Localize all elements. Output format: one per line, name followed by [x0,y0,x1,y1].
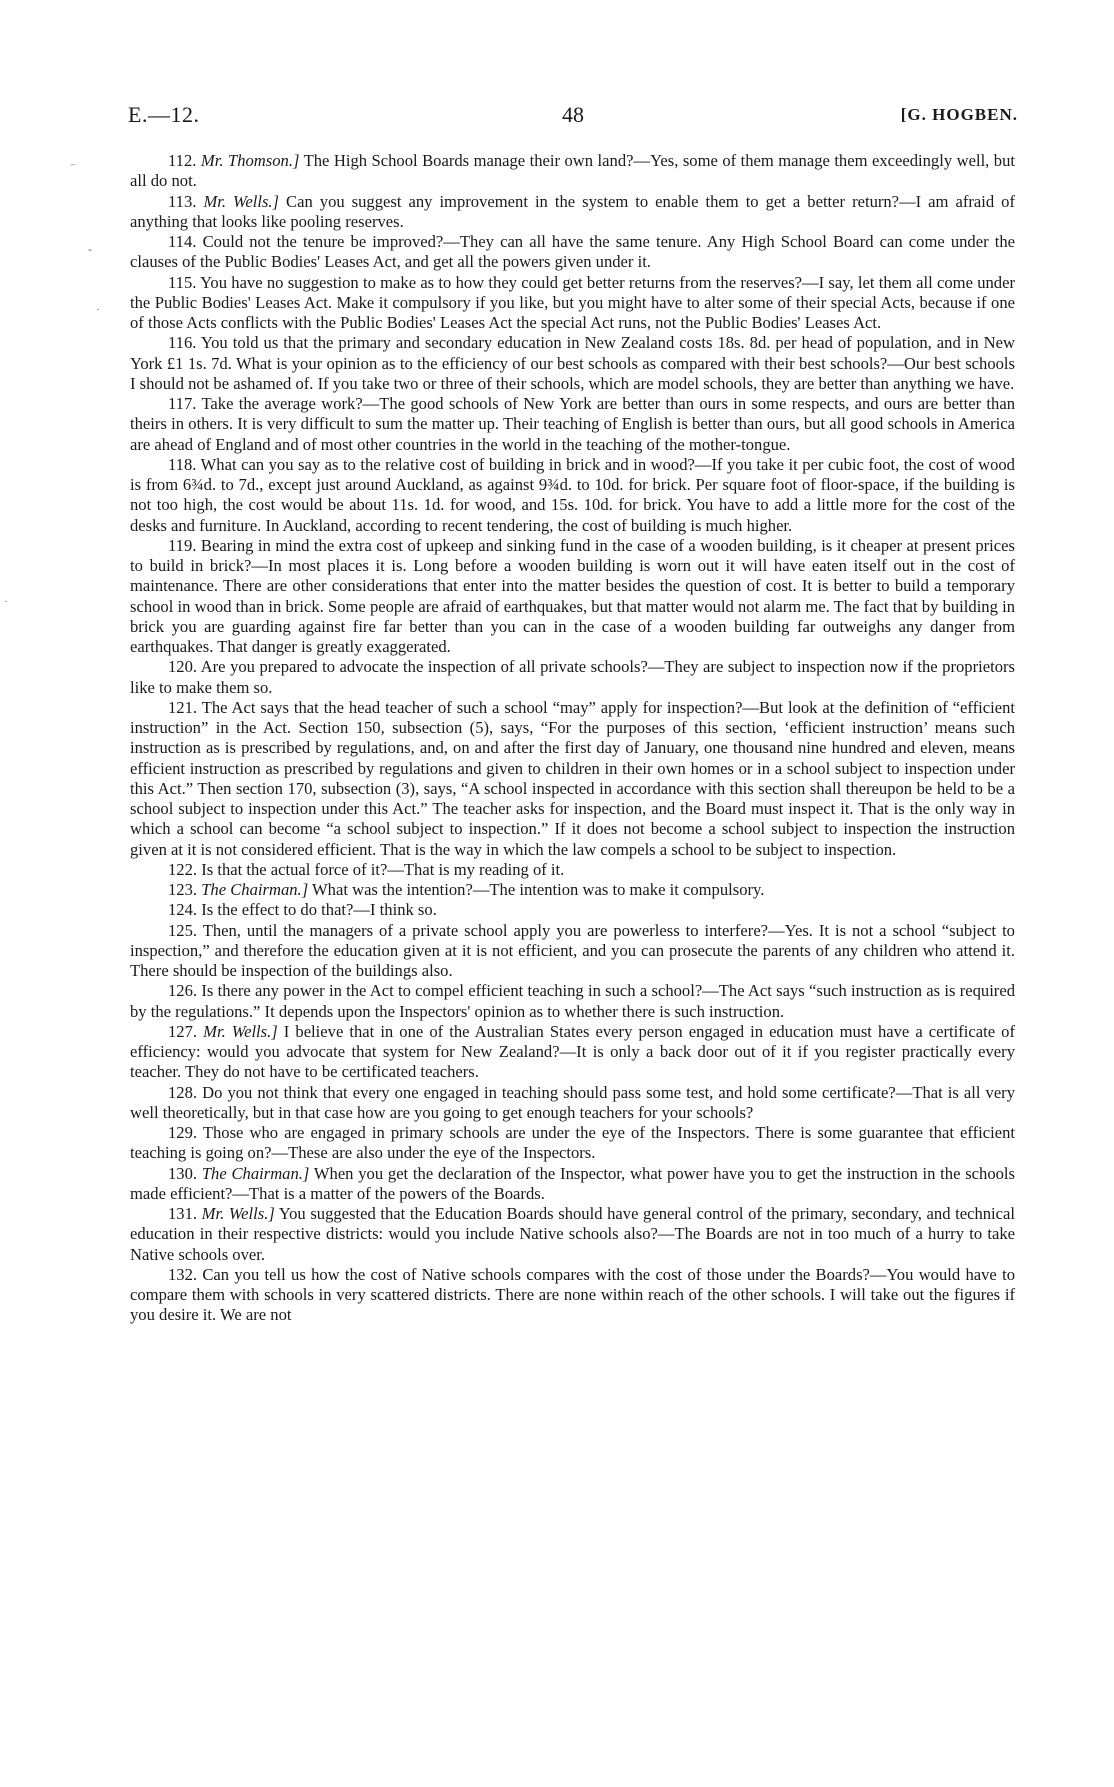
question-answer-text: Can you suggest any improvement in the system to enable them to get a better return?—I am afraid of anything that looks like pooling reserves. [130,191,1015,231]
question-paragraph [130,921,1015,982]
speaker-name: The Chairman.] [201,880,309,899]
question-answer-text: You told us that the primary and secondary education in New Zealand costs 18s. 8d. per head of population, and in New York £1 1s. 7d. What is your opinion as to the efficiency of our best schools as compared with their best schools?—Our best schools I should not be ashamed of. If you take two or three of their schools, which are model schools, they are better than anything we have. [130,333,1015,393]
question-paragraph [130,657,1015,698]
question-answer-text: Is there any power in the Act to compel efficient teaching in such a school?—The Act says “such instruction as is required by the regulations.” It depends upon the Inspectors' opinion as to whether there is such instruction. [130,981,1015,1021]
question-paragraph [130,333,1015,394]
speaker-name: Mr. Wells.] [203,1021,278,1041]
question-number: 128. [168,1082,198,1102]
page-number: 48 [562,102,584,127]
question-number: 115. [168,272,197,292]
question-number: 120. [168,657,198,677]
question-number: 131. [168,1204,198,1223]
question-paragraph [130,394,1015,455]
question-number: 123. [168,880,198,899]
question-paragraph [130,455,1015,536]
question-answer-text: Is the effect to do that?—I think so. [201,900,437,920]
question-paragraph [130,151,1015,192]
margin-speck: · [96,302,100,316]
question-answer-text: Take the average work?—The good schools of New York are better than ours in some respects, and ours are better than theirs in others. It is very difficult to sum the matter up. Their teaching of English is better than ours, but all good schools in America are ahead of England and of most other countries in the world in the teaching of the mother-tongue. [130,394,1015,454]
question-paragraph [130,1164,1015,1205]
question-answer-text: What was the intention?—The intention was to make it compulsory. [308,880,765,899]
margin-speck: · [4,594,8,608]
speaker-name: Mr. Thomson.] [200,151,300,170]
question-number: 132. [168,1264,198,1284]
question-number: 116. [168,333,197,353]
question-number: 126. [168,981,198,1001]
question-number: 119. [168,535,197,555]
margin-speck: ⁻ [70,160,77,174]
question-answer-text: What can you say as to the relative cost of building in brick and in wood?—If you take it per cubic foot, the cost of wood is from 6¾d. to 7d., except just around Auckland, as against 9¾d. to 10d. for brick. Per square foot of floor-space, if the building is not too high, the cost would be about 11s. 1d. for wood, and 15s. 10d. for brick. You have to add a little more for the cost of the desks and furniture. In Auckland, according to recent tendering, the cost of building is much higher. [130,454,1015,535]
question-paragraph [130,1022,1015,1083]
question-number: 114. [168,232,197,251]
question-paragraph [130,860,1015,880]
question-answer-text: Are you prepared to advocate the inspection of all private schools?—They are subject to inspection now if the proprietors like to make them so. [130,657,1015,697]
question-number: 121. [168,697,198,717]
testimony-body [130,151,1015,1326]
question-paragraph [130,1265,1015,1326]
question-paragraph [130,698,1015,860]
speaker-name: The Chairman.] [201,1163,310,1183]
page-header [128,100,1018,140]
question-answer-text: I believe that in one of the Australian States every person engaged in education must have a certificate of efficiency: would you advocate that system for New Zealand?—It is only a back door out of it if you register practically every teacher. They do not have to be certificated teachers. [130,1021,1016,1082]
question-paragraph [130,981,1015,1022]
question-number: 124. [168,900,198,920]
margin-speck: ‐ [88,242,92,256]
question-paragraph [130,900,1015,920]
document-reference: E.—12. [128,102,200,127]
question-answer-text: You have no suggestion to make as to how they could get better returns from the reserves?—I say, let them all come under the Public Bodies' Leases Act. Make it compulsory if you like, but you might have to alter some of their special Acts, because if one of those Acts conflicts with the Public Bodies' Leases Act the special Act runs, not the Public Bodies' Leases Act. [130,272,1015,332]
question-number: 117. [168,394,197,413]
question-answer-text: You suggested that the Education Boards should have general control of the primary, secondary, and technical education in their respective districts: would you include Native schools also?—The Boards are not in too much of a hurry to take Native schools over. [130,1204,1015,1264]
question-answer-text: Is that the actual force of it?—That is my reading of it. [201,859,565,879]
question-answer-text: When you get the declaration of the Inspector, what power have you to get the instruction in the schools made efficient?—That is a matter of the powers of the Boards. [130,1163,1015,1203]
question-number: 113. [168,191,197,211]
question-paragraph [130,273,1015,334]
question-paragraph [130,536,1015,658]
question-answer-text: The Act says that the head teacher of such a school “may” apply for inspection?—But look at the definition of “efficient instruction” in the Act. Section 150, subsection (5), says, “For the purposes of this section, ‘efficient instruction’ means such instruction as is prescribed by regulations, and, on and after the first day of January, one thousand nine hundred and eleven, means efficient instruction as prescribed by regulations and given to children in their own homes or in a school subject to inspection under this Act.” Then section 170, subsection (3), says, “A school inspected in accordance with this section shall thereupon be held to be a school subject to inspection under this Act.” The teacher asks for inspection, and the Board must inspect it. That is the only way in which a school can become “a school subject to inspection.” If it does not become a school subject to inspection the instruction given at it is not considered efficient. That is the way in which the law compels a school to be subject to inspection. [130,697,1015,859]
question-answer-text: Do you not think that every one engaged in teaching should pass some test, and hold some certificate?—That is all very well theoretically, but in that case how are you going to get enough teachers for your schools? [130,1082,1016,1122]
question-answer-text: Then, until the managers of a private school apply you are powerless to interfere?—Yes. It is not a school “subject to inspection,” and therefore the education given at it is not efficient, and you can prosecute the parents of any children who attend it. There should be inspection of the buildings also. [130,920,1015,980]
question-paragraph [130,1083,1015,1124]
witness-name: [G. HOGBEN. [900,105,1018,124]
question-number: 122. [168,859,198,879]
question-answer-text: Bearing in mind the extra cost of upkeep and sinking fund in the case of a wooden building, is it cheaper at present prices to build in brick?—In most places it is. Long before a wooden building is worn out it will have eaten itself out in the cost of maintenance. There are other considerations that enter into the matter besides the question of cost. It is better to build a temporary school in wood than in brick. Some people are afraid of earthquakes, but that matter would not alarm me. The fact that by building in brick you are guarding against fire far better than you can in the case of a wooden building far outweighs any danger from earthquakes. That danger is greatly exaggerated. [130,535,1015,656]
question-number: 127. [168,1021,198,1041]
question-number: 112. [168,151,197,170]
question-answer-text: Those who are engaged in primary schools are under the eye of the Inspectors. There is some guarantee that efficient teaching is going on?—These are also under the eye of the Inspectors. [130,1123,1015,1163]
question-number: 118. [168,454,197,474]
question-number: 129. [168,1123,198,1142]
speaker-name: Mr. Wells.] [201,1204,275,1223]
question-answer-text: The High School Boards manage their own land?—Yes, some of them manage them exceedingly well, but all do not. [130,151,1015,191]
question-paragraph [130,880,1015,900]
question-number: 130. [168,1163,198,1183]
question-answer-text: Could not the tenure be improved?—They can all have the same tenure. Any High School Board can come under the clauses of the Public Bodies' Leases Act, and get all the powers given under it. [130,232,1015,272]
question-paragraph [130,1204,1015,1265]
question-paragraph [130,1123,1015,1164]
question-paragraph [130,192,1015,233]
question-number: 125. [168,920,198,940]
question-paragraph [130,232,1015,273]
question-answer-text: Can you tell us how the cost of Native schools compares with the cost of those under the Boards?—You would have to compare them with schools in very scattered districts. There are none within reach of the other schools. I will take out the figures if you desire it. We are not [130,1264,1015,1325]
speaker-name: Mr. Wells.] [203,191,280,211]
